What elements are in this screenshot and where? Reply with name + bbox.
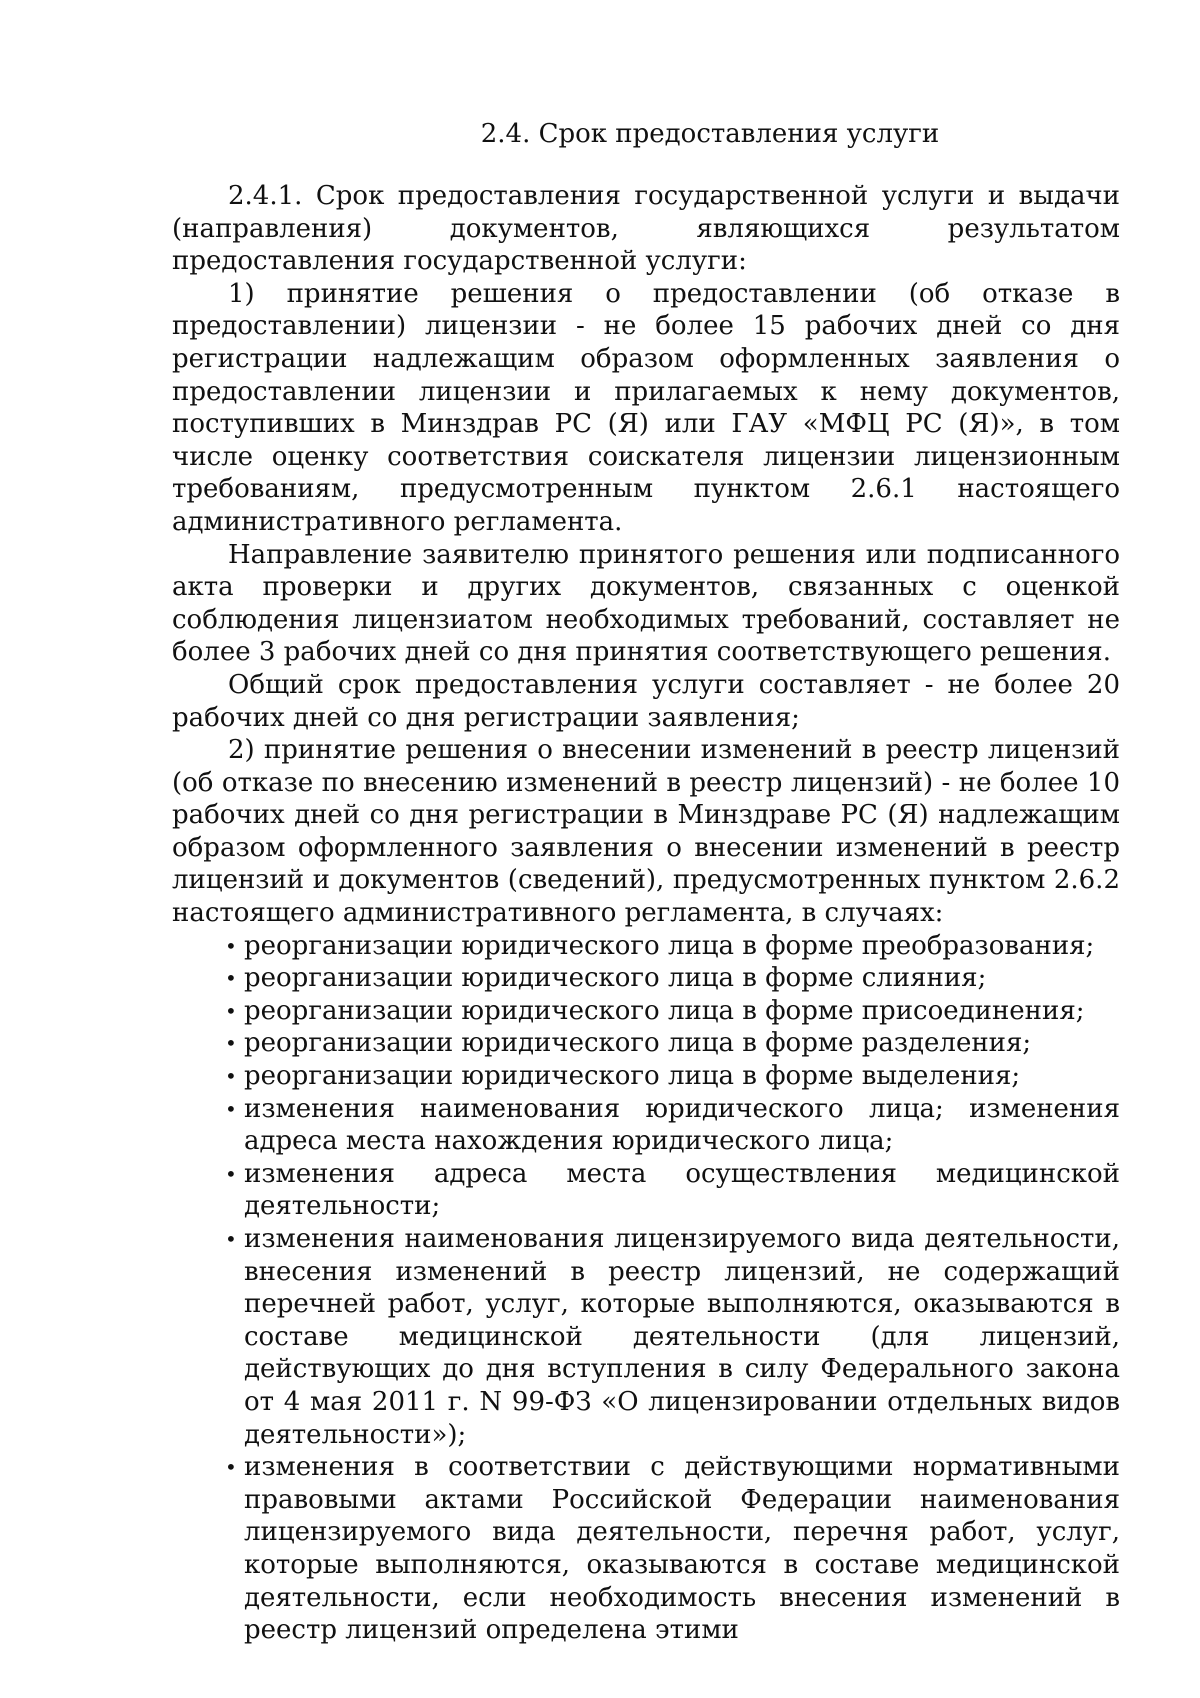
bullet-icon: • — [225, 1096, 237, 1121]
bullet-icon: • — [225, 966, 237, 991]
paragraph-total-term: Общий срок предоставления услуги составляет - не более 20 рабочих дней со дня регистрации заявления; — [172, 669, 1120, 733]
bullet-icon: • — [225, 1227, 237, 1251]
list-item — [225, 1158, 1120, 1223]
list-item — [225, 1027, 1120, 1060]
list-item-text: реорганизации юридического лица в форме преобразования; — [244, 930, 1095, 961]
bullet-icon: • — [225, 933, 237, 958]
list-item — [225, 1451, 1120, 1647]
list-item — [225, 962, 1120, 995]
list-item-text: реорганизации юридического лица в форме выделения; — [244, 1061, 1021, 1092]
bullet-icon: • — [225, 1455, 237, 1480]
list-item-text: реорганизации юридического лица в форме слияния; — [244, 963, 987, 994]
paragraph-direction: Направление заявителю принятого решения или подписанного акта проверки и других документов, связанных с оценкой соблюдения лицензиатом необходимых требований, составляет не более 3 рабочих дней со дня принятия соответствующего решения. — [172, 539, 1120, 668]
list-item — [225, 1093, 1120, 1158]
list-item — [225, 995, 1120, 1028]
list-item-text: изменения наименования лицензируемого вида деятельности, внесения изменений в реестр лицензий, не содержащий перечней работ, услуг, которые выполняются, оказываются в составе медицинской деятельности (для лицензий, действующих до дня вступления в силу Федерального закона от 4 мая 2011 г. N 99-ФЗ «О лицензировании отдельных видов деятельности»); — [244, 1224, 1120, 1450]
list-item-text: изменения адреса места осуществления медицинской деятельности; — [244, 1158, 1120, 1222]
list-item-text: реорганизации юридического лица в форме разделения; — [244, 1028, 1032, 1059]
list-item — [225, 1223, 1120, 1451]
paragraph-item-1: 1) принятие решения о предоставлении (об отказе в предоставлении) лицензии - не более 15 рабочих дней со дня регистрации надлежащим образом оформленных заявления о предоставлении лицензии и прилагаемых к нему документов, поступивших в Минздрав РС (Я) или ГАУ «МФЦ РС (Я)», в том числе оценку соответствия соискателя лицензии лицензионным требованиям, предусмотренным пунктом 2.6.1 настоящего административного регламента. — [172, 278, 1120, 537]
paragraph-2-4-1: 2.4.1. Срок предоставления государственной услуги и выдачи (направления) документов, являющихся результатом предоставления государственной услуги: — [172, 181, 1120, 277]
bullet-icon: • — [225, 1161, 237, 1186]
bullet-icon: • — [225, 1064, 237, 1089]
list-item-text: изменения в соответствии с действующими нормативными правовыми актами Российской Федерации наименования лицензируемого вида деятельности, перечня работ, услуг, которые выполняются, оказываются в составе медицинской деятельности, если необходимость внесения изменений в реестр лицензий определена этими — [244, 1452, 1120, 1646]
section-heading: 2.4. Срок предоставления услуги — [480, 119, 940, 149]
list-item-text: изменения наименования юридического лица; изменения адреса места нахождения юридического лица; — [244, 1093, 1120, 1157]
paragraph-item-2: 2) принятие решения о внесении изменений в реестр лицензий (об отказе по внесению изменений в реестр лицензий) - не более 10 рабочих дней со дня регистрации в Минздраве РС (Я) надлежащим образом оформленного заявления о внесении изменений в реестр лицензий и документов (сведений), предусмотренных пунктом 2.6.2 настоящего административного регламента, в случаях: — [172, 735, 1120, 929]
bullet-icon: • — [225, 998, 237, 1023]
document-page — [172, 118, 1120, 1647]
bullet-icon: • — [225, 1031, 237, 1056]
list-item — [225, 930, 1120, 963]
list-item — [225, 1060, 1120, 1093]
list-item-text: реорганизации юридического лица в форме присоединения; — [244, 995, 1085, 1026]
cases-list — [172, 930, 1120, 1647]
